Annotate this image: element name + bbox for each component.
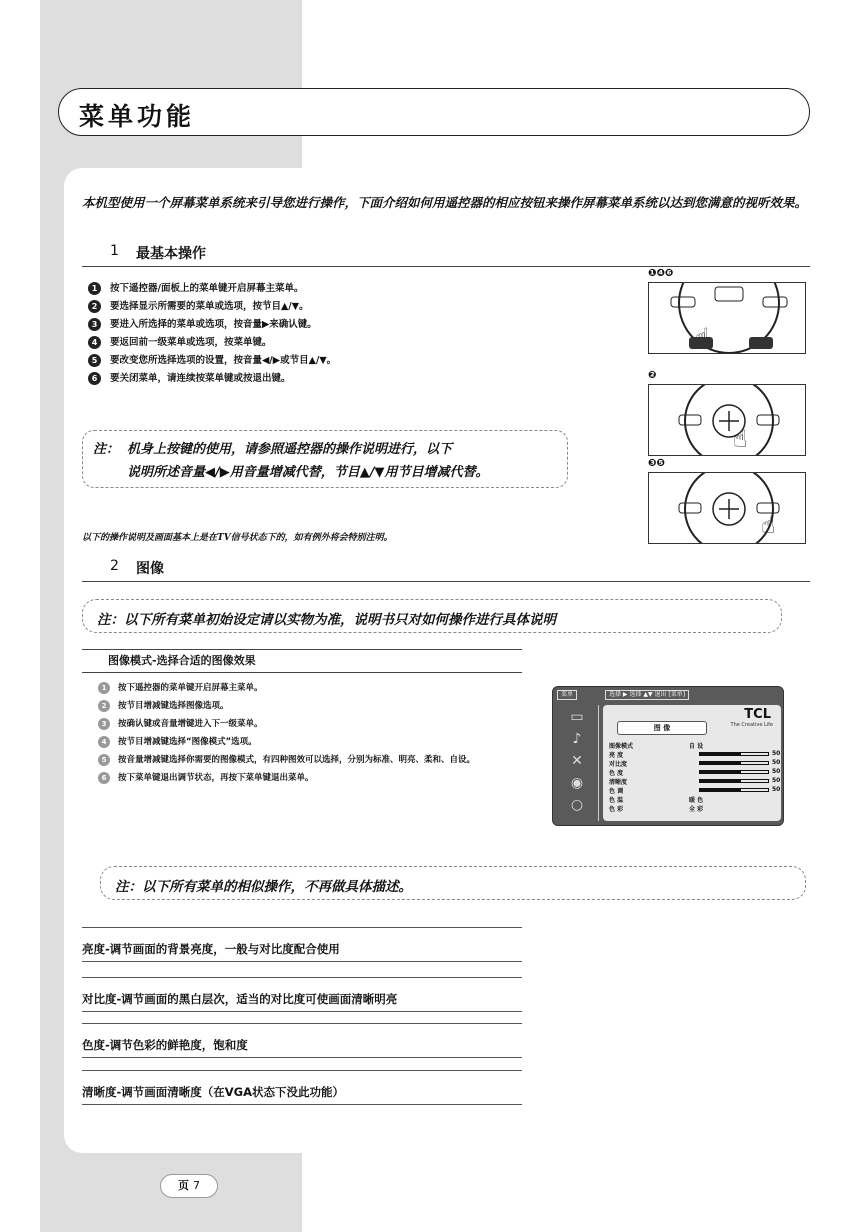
note-line-2: 说明所述音量◀/▶用音量增减代替，节目▲/▼用节目增减代替。 xyxy=(127,465,489,480)
remote-illustration-2 xyxy=(648,370,808,456)
tools-icon: ✕ xyxy=(571,753,583,769)
picture-icon: ▭ xyxy=(570,709,584,725)
list-item: 4 要返回前一级菜单或选项，按菜单键。 xyxy=(88,336,336,354)
feature-text: 对比度-调节画面的黑白层次，适当的对比度可使画面清晰明亮 xyxy=(82,992,398,1006)
sound-icon: ♪ xyxy=(572,731,582,747)
tv-menu-row-number: 50 xyxy=(772,768,781,775)
intro-text: 本机型使用一个屏幕菜单系统来引导您进行操作，下面介绍如何用遥控器的相应按钮来操作屏幕菜单系统以达到您满意的视听效果。 xyxy=(82,195,808,210)
tv-menu-row-value: 全 彩 xyxy=(689,806,704,813)
list-item: 3 要进入所选择的菜单或选项，按音量▶来确认键。 xyxy=(88,318,336,336)
remote-label: ❸❺ xyxy=(648,458,665,469)
tv-menu-row-number: 50 xyxy=(772,786,781,793)
list-item: 6 按下菜单键退出调节状态，再按下菜单键退出菜单。 xyxy=(98,772,538,785)
tv-menu-row xyxy=(609,741,777,749)
tv-menu-row xyxy=(609,804,777,812)
title-box xyxy=(58,88,810,136)
list-item: 6 要关闭菜单，请连续按菜单键或按退出键。 xyxy=(88,372,336,390)
remote-frame xyxy=(648,384,806,456)
tv-menu-row xyxy=(609,768,781,777)
feature-text: 亮度-调节画面的背景亮度，一般与对比度配合使用 xyxy=(82,942,340,956)
tv-menu-row-number: 50 xyxy=(772,759,781,766)
step-number-icon: 1 xyxy=(88,282,101,295)
tv-menu-row-number: 50 xyxy=(772,750,781,757)
tv-menu-row-key: 色 彩 xyxy=(609,806,624,813)
pointing-hand-icon: ☝ xyxy=(695,323,710,351)
list-item: 4 按节目增减键选择“图像模式”选项。 xyxy=(98,736,538,749)
tv-menu-row-key: 亮 度 xyxy=(609,752,624,759)
tv-menu-panel xyxy=(603,705,781,821)
tv-menu-hint: 选择 ▶ 选择 ▲▼ 退出 [菜单] xyxy=(605,690,689,700)
tv-signal-note: 以下的操作说明及画面基本上是在TV信号状态下的，如有例外将会特别注明。 xyxy=(82,533,393,543)
feature-text: 清晰度-调节画面清晰度（在VGA状态下没此功能） xyxy=(82,1085,345,1099)
feature-text: 色度-调节色彩的鲜艳度，饱和度 xyxy=(82,1038,248,1052)
tcl-slogan: The Creative Life xyxy=(730,722,773,728)
list-item: 1 按下遥控器的菜单键开启屏幕主菜单。 xyxy=(98,682,538,695)
list-item: 5 要改变您所选择选项的设置，按音量◀/▶或节目▲/▼。 xyxy=(88,354,336,372)
step-number-icon: 6 xyxy=(98,772,110,784)
tv-menu-sidebar xyxy=(559,705,599,821)
picture-mode-heading: 图像模式-选择合适的图像效果 xyxy=(82,649,522,673)
tv-menu-row xyxy=(609,750,781,759)
step-number-icon: 5 xyxy=(88,354,101,367)
tv-menu-row-key: 色 调 xyxy=(609,788,624,795)
remote-label: ❶❹❻ xyxy=(648,268,674,279)
step-number-icon: 4 xyxy=(98,736,110,748)
tv-menu-level-bar xyxy=(699,779,769,783)
pointing-hand-icon: ☝ xyxy=(761,511,776,539)
page-title: 菜单功能 xyxy=(79,102,196,131)
section-1-title: 最基本操作 xyxy=(136,246,206,262)
tv-menu-row xyxy=(609,777,781,786)
tv-menu-row-value: 暖 色 xyxy=(689,797,704,804)
tv-menu-level-bar xyxy=(699,752,769,756)
remote-frame xyxy=(648,472,806,544)
pointing-hand-icon: ☝ xyxy=(733,425,748,453)
remote-illustration-1 xyxy=(648,268,808,354)
remote-label: ❷ xyxy=(648,370,657,381)
remote-dial-icon xyxy=(649,283,806,354)
tv-menu-level-bar xyxy=(699,761,769,765)
list-item: 5 按音量增减键选择你需要的图像模式，有四种图效可以选择，分别为标准、明亮、柔和、自设。 xyxy=(98,754,538,767)
step-number-icon: 6 xyxy=(88,372,101,385)
settings-icon: ◉ xyxy=(570,775,584,791)
section-2-header xyxy=(82,558,810,582)
note-similar-operations xyxy=(100,866,806,900)
tv-menu-level-bar xyxy=(699,788,769,792)
note-text: 注：以下所有菜单的相似操作，不再做具体描述。 xyxy=(115,879,412,895)
section-2-number: 2 xyxy=(110,558,119,574)
list-item: 2 要选择显示所需要的菜单或选项，按节目▲/▼。 xyxy=(88,300,336,318)
page-label: 页 xyxy=(178,1179,189,1192)
list-item: 2 按节目增减键选择图像选项。 xyxy=(98,700,538,713)
tv-menu-row-value: 自 设 xyxy=(689,743,704,750)
step-number-icon: 4 xyxy=(88,336,101,349)
note-buttons xyxy=(82,430,568,488)
note-text: 注：以下所有菜单初始设定请以实物为准，说明书只对如何操作进行具体说明 xyxy=(97,612,556,628)
remote-dial-icon xyxy=(649,473,806,544)
tv-menu-row-key: 清晰度 xyxy=(609,779,628,786)
step-number-icon: 3 xyxy=(88,318,101,331)
tv-menu-row xyxy=(609,786,781,795)
list-item: 1 按下遥控器/面板上的菜单键开启屏幕主菜单。 xyxy=(88,282,336,300)
tv-menu-title: 图 像 xyxy=(617,721,707,735)
section-1-steps xyxy=(88,282,336,390)
step-number-icon: 2 xyxy=(88,300,101,313)
remote-illustration-3 xyxy=(648,458,808,544)
tcl-logo: TCL xyxy=(744,707,771,722)
section-1-header xyxy=(82,243,810,267)
page-number: 7 xyxy=(193,1179,200,1192)
section-1-number: 1 xyxy=(110,243,119,259)
note-label: 注： xyxy=(93,442,120,457)
tv-menu-row xyxy=(609,759,781,768)
tv-menu-screenshot xyxy=(552,686,784,826)
search-icon: ○ xyxy=(570,797,584,813)
note-line-1: 机身上按键的使用，请参照遥控器的操作说明进行，以下 xyxy=(127,442,453,457)
page-number-tab xyxy=(160,1174,218,1198)
tv-menu-row-key: 对比度 xyxy=(609,761,628,768)
step-number-icon: 5 xyxy=(98,754,110,766)
tv-menu-level-bar xyxy=(699,770,769,774)
tv-menu-row xyxy=(609,795,777,803)
remote-dial-icon xyxy=(649,385,806,456)
section-2-title: 图像 xyxy=(136,561,164,577)
list-item: 3 按确认键或音量增键进入下一级菜单。 xyxy=(98,718,538,731)
note-initial-settings xyxy=(82,599,782,633)
step-number-icon: 2 xyxy=(98,700,110,712)
tv-menu-tab: 菜单 xyxy=(557,690,577,700)
picture-mode-steps xyxy=(98,682,538,790)
step-number-icon: 3 xyxy=(98,718,110,730)
tv-menu-row-key: 图像模式 xyxy=(609,743,634,750)
tv-menu-row-key: 色 度 xyxy=(609,770,624,777)
tv-menu-row-key: 色 温 xyxy=(609,797,624,804)
step-number-icon: 1 xyxy=(98,682,110,694)
tv-menu-row-number: 50 xyxy=(772,777,781,784)
remote-frame xyxy=(648,282,806,354)
